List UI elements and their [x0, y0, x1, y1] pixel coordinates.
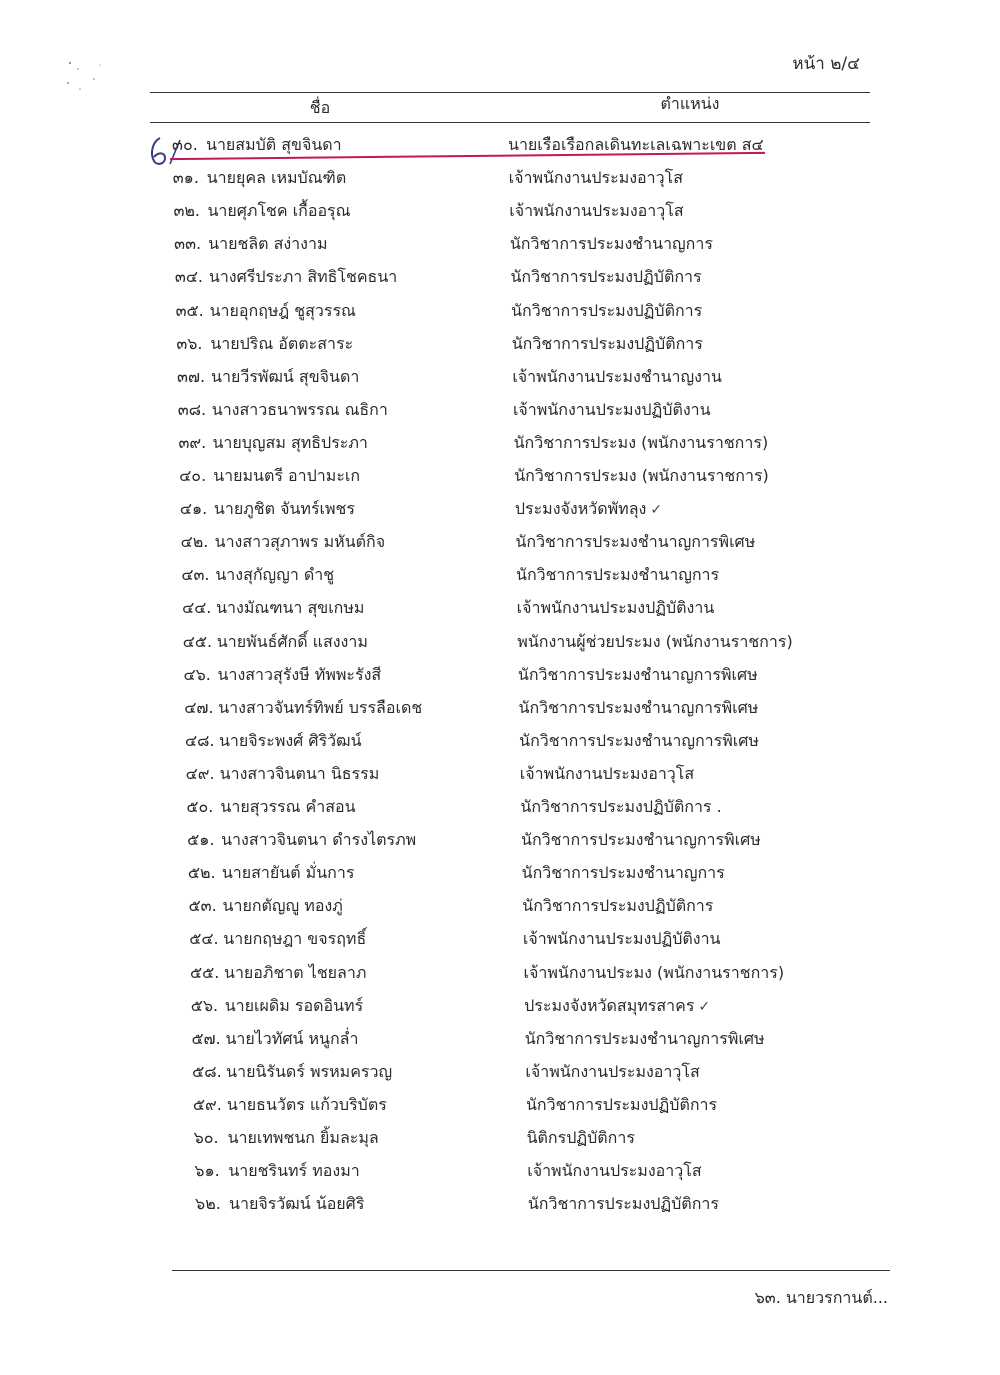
row-number: ๓๕. [175, 300, 204, 320]
row-name: นายสายันต์ มั่นการ [221, 863, 355, 883]
row-name: นายอุกฤษฎ์ ชูสุวรรณ [209, 300, 356, 320]
row-position-text: นักวิชาการประมงชำนาญการ [521, 863, 725, 883]
row-name: นายปริณ อัตตะสาระ [210, 333, 354, 353]
row-name: นางมัณฑนา สุขเกษม [216, 598, 365, 618]
row-name: นายภูชิต จันทร์เพชร [213, 499, 356, 519]
row-number: ๓๑. [172, 168, 199, 188]
table-row [0, 196, 1000, 226]
row-position [522, 891, 713, 921]
row-number: ๕๐. [186, 797, 214, 816]
row-position-text: เจ้าพนักงานประมง (พนักงานราชการ) [523, 962, 785, 982]
table-row [0, 660, 1000, 690]
table-row [0, 792, 1000, 822]
row-position-text: เจ้าพนักงานประมงปฏิบัติงาน [522, 929, 721, 949]
table-row [0, 627, 1000, 657]
row-position [517, 593, 715, 623]
row-position [515, 494, 662, 525]
row-position [520, 792, 721, 822]
row-number: ๔๒. [180, 532, 209, 552]
row-number: ๖๐. [193, 1128, 219, 1147]
table-row [0, 163, 1000, 193]
row-position-text: นักวิชาการประมง (พนักงานราชการ) [513, 432, 769, 452]
row-position-text: เจ้าพนักงานประมงอาวุโส [527, 1161, 702, 1181]
row-position [514, 461, 769, 491]
row-position-text: นักวิชาการประมงปฏิบัติการ [527, 1194, 719, 1214]
row-position-text: นักวิชาการประมง (พนักงานราชการ) [514, 466, 769, 485]
row-number: ๕๓. [188, 896, 217, 916]
row-position [527, 1156, 701, 1186]
row-position-text: เจ้าพนักงานประมงอาวุโส [509, 201, 684, 221]
row-number: ๕๙. [192, 1094, 222, 1114]
row-position [520, 759, 694, 789]
row-number: ๓๔. [174, 267, 204, 287]
row-position-text: นักวิชาการประมงปฏิบัติการ [525, 1094, 718, 1114]
row-position [516, 560, 719, 590]
row-name: นายยุคล เหมบัณฑิต [206, 168, 347, 188]
row-number: ๕๒. [187, 863, 216, 883]
row-position-text: นักวิชาการประมงชำนาญการพิเศษ [521, 830, 761, 850]
column-header-name: ชื่อ [309, 98, 331, 117]
column-header-position: ตำแหน่ง [660, 94, 720, 113]
row-number: ๔๔. [182, 598, 212, 618]
row-position [514, 428, 769, 458]
row-position [521, 825, 761, 855]
row-position-text: นักวิชาการประมงปฏิบัติการ [511, 300, 703, 320]
scan-specks [60, 55, 140, 105]
row-position [518, 660, 758, 690]
row-name: นางสาวจันทร์ทิพย์ บรรลือเดช [218, 697, 423, 717]
row-name: นายเผดิม รอดอินทร์ [224, 995, 364, 1015]
row-number: ๕๖. [190, 995, 219, 1015]
table-row [0, 395, 1000, 425]
row-number: ๕๔. [189, 929, 219, 949]
row-name: นางสุกัญญา ดำชู [215, 565, 335, 585]
row-position [525, 1024, 765, 1054]
row-position-text: นักวิชาการประมงชำนาญการพิเศษ [518, 697, 759, 717]
row-position [511, 296, 702, 326]
table-row [0, 825, 1000, 855]
row-number: ๔๕. [182, 631, 213, 651]
row-number: ๔๐. [179, 466, 207, 485]
row-position-text: นักวิชาการประมงชำนาญการ [516, 565, 720, 585]
row-name: นายนิรันดร์ พรหมครวญ [226, 1061, 393, 1081]
table-row [0, 461, 1000, 491]
row-name: นางสาวจินตนา นิธรรม [219, 763, 380, 783]
table-header-rule [150, 122, 870, 123]
row-name: นายเทพชนก ยิ้มละมุล [227, 1128, 379, 1147]
table-row [0, 296, 1000, 326]
table-row [0, 1024, 1000, 1054]
row-position [524, 991, 710, 1022]
table-row [0, 362, 1000, 392]
table-row [0, 329, 1000, 359]
row-name: นายพันธ์ศักดิ์ แสงงาม [216, 631, 368, 651]
row-number: ๓๖. [176, 333, 203, 353]
row-position-text: นักวิชาการประมงชำนาญการพิเศษ [515, 532, 756, 552]
row-position [524, 958, 785, 988]
row-name: นายกตัญญู ทองภู่ [222, 896, 343, 916]
row-position [528, 1189, 719, 1219]
row-name: นายจิระพงศ์ ศิริวัฒน์ [218, 730, 362, 750]
row-position [526, 1090, 717, 1120]
row-name: นายจิรวัฒน์ น้อยศิริ [229, 1194, 365, 1214]
table-row [0, 560, 1000, 590]
page-number: หน้า ๒/๔ [792, 54, 860, 74]
row-name: นางศรีประภา สิทธิโชคธนา [208, 267, 398, 287]
row-number: ๓๗. [177, 366, 206, 386]
table-row [0, 1090, 1000, 1120]
row-number: ๓๐. [172, 135, 198, 154]
row-position [525, 1057, 699, 1087]
continuation-text: ๖๓. นายวรกานต์... [754, 1288, 888, 1307]
row-number: ๔๘. [184, 730, 215, 750]
row-number: ๔๖. [183, 664, 211, 684]
row-position-text: เจ้าพนักงานประมงอาวุโส [508, 168, 683, 188]
row-number: ๕๑. [187, 830, 215, 850]
row-number: ๓๙. [178, 432, 207, 452]
row-position [527, 1123, 635, 1153]
row-number: ๓๘. [177, 399, 207, 419]
table-row [0, 494, 1000, 524]
row-position-text: นักวิชาการประมงปฏิบัติการ [522, 896, 714, 916]
row-position-text: นายเรือเรือกลเดินทะเลเฉพาะเขต ส๔ [508, 135, 764, 154]
row-position [519, 693, 759, 723]
row-position-text: นักวิชาการประมงชำนาญการพิเศษ [517, 664, 758, 684]
row-position-text: นักวิชาการประมงปฏิบัติการ [510, 267, 702, 287]
row-position [512, 362, 722, 392]
row-name: นายไวทัศน์ หนูกล่ำ [225, 1028, 359, 1048]
row-number: ๔๙. [185, 763, 215, 783]
row-name: นางสาวจินตนา ดำรงไตรภพ [221, 830, 417, 850]
row-number: ๖๒. [195, 1194, 221, 1214]
row-position-text: นักวิชาการประมงปฏิบัติการ [511, 333, 703, 353]
row-position [509, 196, 683, 226]
table-row [0, 1189, 1000, 1219]
row-name: นายวีรพัฒน์ สุขจินดา [211, 366, 360, 386]
table-row [0, 726, 1000, 756]
row-position-text: นักวิชาการประมงปฏิบัติการ . [520, 797, 722, 816]
row-name: นางสาวธนาพรรณ ณธิกา [211, 399, 388, 419]
row-number: ๔๑. [179, 499, 208, 519]
table-row [0, 229, 1000, 259]
checkmark-icon: ✓ [650, 502, 663, 519]
table-row [0, 891, 1000, 921]
row-position [510, 229, 713, 259]
row-name: นายชรินทร์ ทองมา [228, 1161, 360, 1181]
row-position [513, 395, 711, 425]
checkmark-icon: ✓ [698, 998, 711, 1015]
row-name: นายศุภโชค เกื้ออรุณ [207, 201, 351, 221]
row-name: นายอภิชาต ไชยลาภ [224, 962, 367, 982]
table-row [0, 1156, 1000, 1186]
row-number: ๔๗. [184, 697, 214, 717]
table-row [0, 527, 1000, 557]
row-position [519, 726, 759, 756]
row-name: นายมนตรี อาปามะเก [213, 466, 361, 485]
row-name: นายบุญสม สุทธิประภา [212, 432, 368, 452]
row-number: ๕๘. [192, 1061, 222, 1081]
row-position-text: นักวิชาการประมงชำนาญการพิเศษ [519, 730, 759, 750]
row-position [515, 527, 755, 557]
row-position-text: เจ้าพนักงานประมงอาวุโส [525, 1061, 700, 1081]
row-position-text: เจ้าพนักงานประมงปฏิบัติงาน [516, 598, 715, 618]
row-name: นายสุวรรณ คำสอน [220, 797, 356, 816]
row-position-text: นักวิชาการประมงชำนาญการพิเศษ [524, 1028, 765, 1048]
row-position-text: พนักงานผู้ช่วยประมง (พนักงานราชการ) [517, 631, 793, 651]
table-row [0, 958, 1000, 988]
row-position-text: เจ้าพนักงานประมงปฏิบัติงาน [512, 399, 711, 419]
row-position [522, 858, 725, 888]
table-row [0, 428, 1000, 458]
row-position [517, 627, 792, 657]
row-name: นายธนวัตร แก้วบริบัตร [226, 1094, 387, 1114]
row-number: ๕๗. [191, 1028, 221, 1048]
table-row [0, 593, 1000, 623]
table-header [150, 92, 870, 120]
table-row [0, 991, 1000, 1021]
row-number: ๖๑. [194, 1161, 220, 1181]
row-name: นายสมบัติ สุขจินดา [206, 135, 342, 154]
row-position-text: เจ้าพนักงานประมงอาวุโส [519, 763, 695, 783]
table-row [0, 858, 1000, 888]
row-position-text: ประมงจังหวัดพัทลุง [514, 499, 647, 519]
table-row [0, 693, 1000, 723]
row-name: นายกฤษฎา ขจรฤทธิ์ [223, 929, 367, 949]
table-row [0, 1057, 1000, 1087]
row-number: ๔๓. [181, 565, 210, 585]
row-number: ๓๓. [174, 234, 202, 254]
table-row [0, 924, 1000, 954]
row-position-text: ประมงจังหวัดสมุทรสาคร [524, 995, 695, 1015]
row-position [510, 262, 701, 292]
table-row [0, 759, 1000, 789]
row-position-text: นิติกรปฏิบัติการ [526, 1128, 635, 1147]
row-name: นางสาวสุรังษี ทัพพะรังสี [217, 664, 382, 684]
row-number: ๓๒. [173, 201, 201, 221]
row-number: ๕๕. [190, 962, 220, 982]
table-row [0, 1123, 1000, 1153]
row-position [512, 329, 703, 359]
row-name: นางสาวสุภาพร มหันต์กิจ [214, 532, 386, 552]
table-row [0, 262, 1000, 292]
row-position [509, 163, 683, 193]
row-position [523, 924, 721, 954]
row-position-text: เจ้าพนักงานประมงชำนาญงาน [512, 366, 722, 386]
row-name: นายชลิต สง่างาม [208, 234, 328, 254]
row-position-text: นักวิชาการประมงชำนาญการ [509, 234, 713, 254]
footer-rule [172, 1270, 890, 1271]
